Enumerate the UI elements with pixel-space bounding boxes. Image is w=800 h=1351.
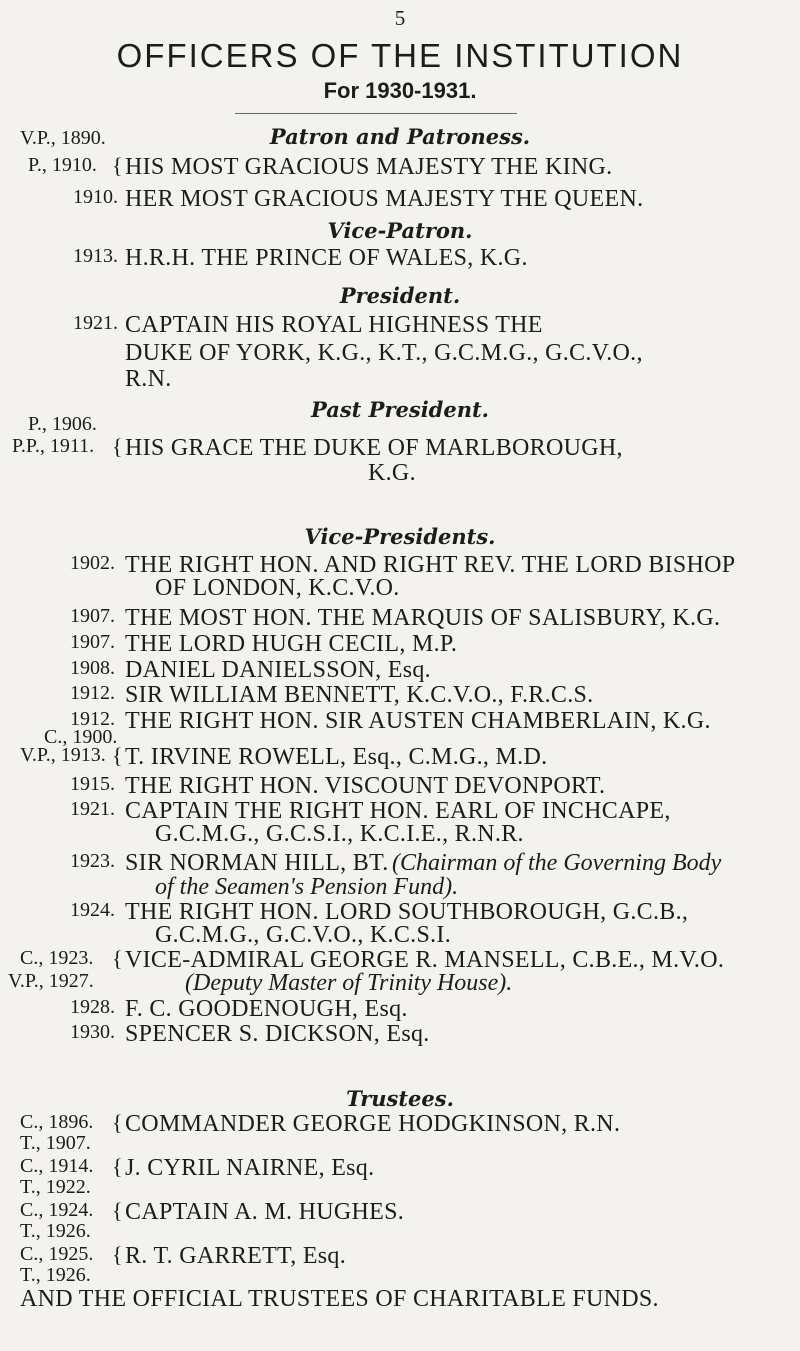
vp-row: [0, 874, 800, 902]
vp-name: F. C. GOODENOUGH, Esq.: [125, 996, 408, 1022]
brace: {: [112, 1198, 123, 1223]
trustee-tag: T., 1907.: [20, 1132, 91, 1154]
vp-name: G.C.M.G., G.C.V.O., K.C.S.I.: [155, 922, 452, 948]
president-name-2: DUKE OF YORK, K.G., K.T., G.C.M.G., G.C.V.O.,: [125, 340, 643, 366]
patron-tag-2: P., 1910.: [28, 154, 97, 176]
trustees-footer-row: [0, 1286, 800, 1314]
brace: {: [112, 1242, 123, 1267]
president-name-3: R.N.: [125, 366, 172, 392]
president-row-1: [0, 312, 800, 340]
vp-name: THE RIGHT HON. LORD SOUTHBOROUGH, G.C.B.,: [125, 899, 689, 925]
past-president-tag-1: P., 1906.: [28, 413, 97, 435]
vice-patron-name: H.R.H. THE PRINCE OF WALES, K.G.: [125, 245, 528, 271]
vp-year: 1907.: [70, 631, 115, 653]
vp-year: 1915.: [70, 773, 115, 795]
vp-tag: C., 1900.: [44, 726, 118, 748]
president-heading: President.: [339, 283, 461, 308]
brace: {: [112, 153, 123, 178]
president-name-1: CAPTAIN HIS ROYAL HIGHNESS THE: [125, 312, 543, 338]
president-year: 1921.: [73, 312, 118, 334]
trustee-tag: T., 1922.: [20, 1176, 91, 1198]
trustee-tag: C., 1925.: [20, 1243, 94, 1265]
vp-name: CAPTAIN THE RIGHT HON. EARL OF INCHCAPE,: [125, 798, 671, 824]
vp-name: DANIEL DANIELSSON, Esq.: [125, 657, 431, 683]
vp-tag: V.P., 1927.: [8, 970, 94, 992]
vice-patron-row: [0, 245, 800, 273]
trustee-tag: C., 1914.: [20, 1155, 94, 1177]
vp-year: 1912.: [70, 708, 115, 730]
patron-queen-year: 1910.: [73, 186, 118, 208]
vp-name: THE LORD HUGH CECIL, M.P.: [125, 631, 458, 657]
vp-year: 1924.: [70, 899, 115, 921]
vp-year: 1928.: [70, 996, 115, 1018]
vp-row: [0, 773, 800, 801]
past-president-row-2: [0, 460, 800, 488]
vp-note: of the Seamen's Pension Fund).: [155, 874, 459, 900]
vp-year: 1907.: [70, 605, 115, 627]
vp-name: T. IRVINE ROWELL, Esq., C.M.G., M.D.: [125, 744, 548, 770]
vp-name: THE RIGHT HON. AND RIGHT REV. THE LORD BISHOP: [125, 552, 736, 578]
vp-note: (Chairman of the Governing Body: [392, 850, 722, 876]
patron-tag-1: V.P., 1890.: [20, 127, 106, 149]
page-number: 5: [394, 6, 406, 30]
brace: {: [112, 1110, 123, 1135]
brace: {: [112, 1154, 123, 1179]
vice-presidents-heading: Vice-Presidents.: [304, 524, 496, 549]
trustee-tag: C., 1896.: [20, 1111, 94, 1133]
trustee-tag: T., 1926.: [20, 1264, 91, 1286]
trustees-heading: Trustees.: [346, 1086, 454, 1111]
vp-name: SPENCER S. DICKSON, Esq.: [125, 1021, 430, 1047]
page-title: OFFICERS OF THE INSTITUTION: [116, 37, 684, 74]
vp-name: THE RIGHT HON. VISCOUNT DEVONPORT.: [125, 773, 606, 799]
vice-patron-year: 1913.: [73, 245, 118, 267]
patron-heading: Patron and Patroness.: [269, 124, 531, 149]
brace: {: [112, 946, 123, 971]
vp-name: SIR NORMAN HILL, BT.: [125, 850, 389, 876]
patron-queen: HER MOST GRACIOUS MAJESTY THE QUEEN.: [125, 186, 644, 212]
patron-king: HIS MOST GRACIOUS MAJESTY THE KING.: [125, 154, 613, 180]
vp-row: [0, 575, 800, 603]
vp-year: 1908.: [70, 657, 115, 679]
past-president-name: HIS GRACE THE DUKE OF MARLBOROUGH,: [125, 435, 623, 461]
vp-row: [0, 821, 800, 849]
past-president-name-2: K.G.: [368, 460, 416, 486]
vp-name: G.C.M.G., G.C.S.I., K.C.I.E., R.N.R.: [155, 821, 524, 847]
vp-tag: C., 1923.: [20, 947, 94, 969]
vp-row: [0, 744, 800, 772]
vp-note: (Deputy Master of Trinity House).: [185, 970, 513, 996]
vp-name: OF LONDON, K.C.V.O.: [155, 575, 400, 601]
vp-name: THE MOST HON. THE MARQUIS OF SALISBURY, K.G.: [125, 605, 721, 631]
patron-row-1: [0, 127, 800, 155]
vp-tag: V.P., 1913.: [20, 744, 106, 766]
page-subtitle: For 1930-1931.: [323, 78, 477, 103]
brace: {: [112, 743, 123, 768]
vp-year: 1921.: [70, 798, 115, 820]
trustee-name: CAPTAIN A. M. HUGHES.: [125, 1199, 405, 1225]
president-row-2: [0, 340, 800, 368]
trustee-name: J. CYRIL NAIRNE, Esq.: [125, 1155, 375, 1181]
trustee-tag: C., 1924.: [20, 1199, 94, 1221]
vp-year: 1912.: [70, 682, 115, 704]
past-president-tag-2: P.P., 1911.: [12, 435, 95, 457]
trustee-name: COMMANDER GEORGE HODGKINSON, R.N.: [125, 1111, 621, 1137]
past-president-heading: Past President.: [310, 397, 489, 422]
vp-name: SIR WILLIAM BENNETT, K.C.V.O., F.R.C.S.: [125, 682, 594, 708]
vp-row: [0, 970, 800, 998]
vp-row: [0, 605, 800, 633]
vp-name: VICE-ADMIRAL GEORGE R. MANSELL, C.B.E., M.V.O.: [125, 947, 725, 973]
trustee-tag: T., 1926.: [20, 1220, 91, 1242]
vp-year: 1923.: [70, 850, 115, 872]
vp-year: 1902.: [70, 552, 115, 574]
title-divider: [235, 113, 517, 114]
past-president-row: [0, 435, 800, 463]
vp-row: [0, 682, 800, 710]
vp-row: [0, 657, 800, 685]
patron-row-2: [0, 154, 800, 182]
vp-year: 1930.: [70, 1021, 115, 1043]
vp-row: [0, 1021, 800, 1049]
vp-row: [0, 996, 800, 1024]
patron-row-3: [0, 186, 800, 214]
vice-patron-heading: Vice-Patron.: [327, 218, 473, 243]
vp-row: [0, 631, 800, 659]
trustee-name: R. T. GARRETT, Esq.: [125, 1243, 347, 1269]
trustees-footer: AND THE OFFICIAL TRUSTEES OF CHARITABLE FUNDS.: [20, 1286, 659, 1312]
vp-name: THE RIGHT HON. SIR AUSTEN CHAMBERLAIN, K.G.: [125, 708, 711, 734]
brace: {: [112, 434, 123, 459]
president-row-3: [0, 366, 800, 394]
